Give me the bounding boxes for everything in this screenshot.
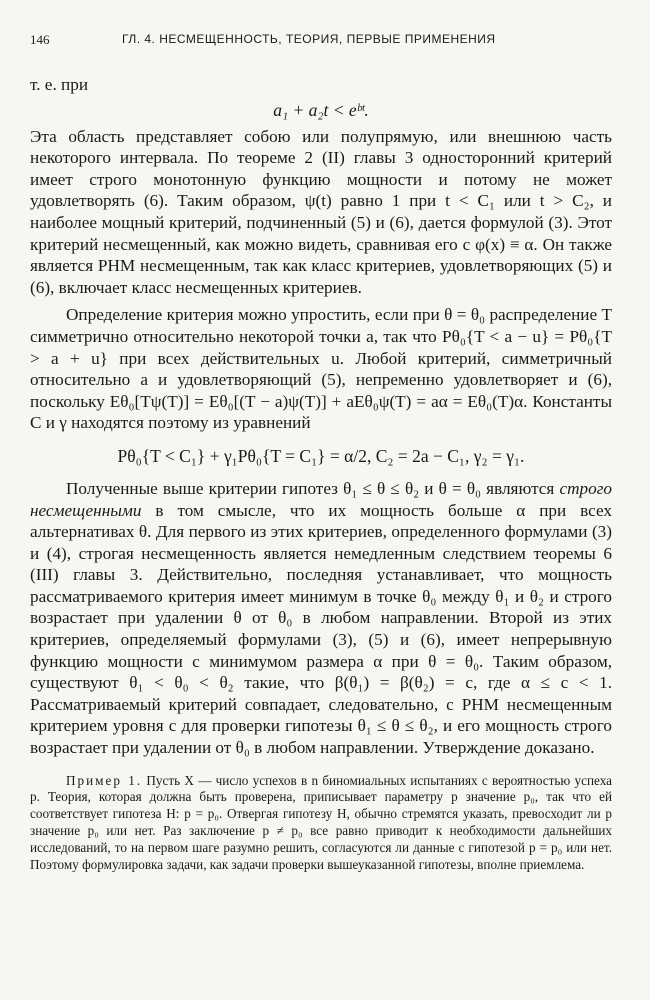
page-number: 146 xyxy=(30,32,50,47)
formula-equations: Pθ₀{T < C₁} + γ₁Pθ₀{T = C₁} = α/2, C₂ = 2a − C₁, γ₂ = γ₁. xyxy=(117,445,525,466)
running-title: ГЛ. 4. НЕСМЕЩЕННОСТЬ, ТЕОРИЯ, ПЕРВЫЕ ПРИМЕНЕНИЯ xyxy=(122,32,496,46)
page-header xyxy=(30,32,612,54)
main-text xyxy=(30,74,612,759)
example-label: Пример 1. xyxy=(66,772,143,788)
formula-inequality: a₁ + a₂t < eᵇᵗ. xyxy=(273,99,369,120)
paragraph-1: Эта область представляет собою или полупрямую, или внешнюю часть некоторого интервала. По теореме 2 (II) главы 3 односторонний критерий имеет строго монотонную функцию мощности и потому не может удовлетворять (6). Таким образом, ψ(t) равно 1 при t < C₁ или t > C₂, и наиболее мощный критерий, подчиненный (5) и (6), дается формулой (3). Этот критерий несмещенный, как можно видеть, сравнивая его с φ(x) ≡ α. Он также является РНМ несмещенным, так как класс критериев, удовлетворяющих (5) и (6), включает класс несмещенных критериев. xyxy=(30,126,612,297)
example-text: Пусть X — число успехов в n биномиальных испытаниях с вероятностью успеха p. Теория, которая должна быть проверена, приписывает параметру p значение p₀, так что ей соответствует гипотеза H: p = p₀. Отвергая гипотезу H, обычно стремятся указать, превосходит ли p значение p₀ или нет. Раз заключение p ≠ p₀ все равно приводит к необходимости дальнейших исследований, то на первом шаге разумно решить, согласуются ли данные с гипотезой p = p₀ или нет. Поэтому формулировка задачи, как задачи проверки вышеуказанной гипотезы, вполне приемлема. xyxy=(30,772,612,872)
paragraph-3 xyxy=(30,478,612,759)
example-block xyxy=(30,773,612,874)
paragraph-3-start: Полученные выше критерии гипотез θ₁ ≤ θ ≤ θ₂ и θ = θ₀ являются xyxy=(66,478,560,498)
paragraph-3-rest: в том смысле, что их мощность больше α при всех альтернативах θ. Для первого из этих критериев, определенного формулами (3) и (4), строгая несмещенность является немедленным следствием теоремы 6 (III) главы 3. Действительно, последняя устанавливает, что мощность рассматриваемого критерия имеет минимум в точке θ₀ между θ₁ и θ₂ и строго возрастает при удалении θ от θ₀ в любом направлении. Второй из этих критериев, определяемый формулами (3), (5) и (6), имеет непрерывную функцию мощности с минимумом размера α при θ = θ₀. Таким образом, существуют θ₁ < θ₀ < θ₂ такие, что β(θ₁) = β(θ₂) = c, где α ≤ c < 1. Рассматриваемый критерий совпадает, следовательно, с РНМ несмещенным критерием уровня c для проверки гипотезы θ₁ ≤ θ ≤ θ₂, и его мощность строго возрастает при удалении от θ₀ в любом направлении. Утверждение доказано. xyxy=(30,500,612,758)
paragraph-2: Определение критерия можно упростить, если при θ = θ₀ распределение T симметрично относительно некоторой точки a, так что Pθ₀{T < a − u} = Pθ₀{T > a + u} при всех действительных u. Любой критерий, симметричный относительно a и удовлетворяющий (5), непременно удовлетворяет и (6), поскольку Eθ₀[Tψ(T)] = Eθ₀[(T − a)ψ(T)] + aEθ₀ψ(T) = aα = Eθ₀(T)α. Константы C и γ находятся поэтому из уравнений xyxy=(30,305,612,433)
intro-line: т. е. при xyxy=(30,75,89,94)
book-page xyxy=(30,32,612,873)
emphasis-strictly-unbiased: строго несмещенными xyxy=(30,478,612,520)
